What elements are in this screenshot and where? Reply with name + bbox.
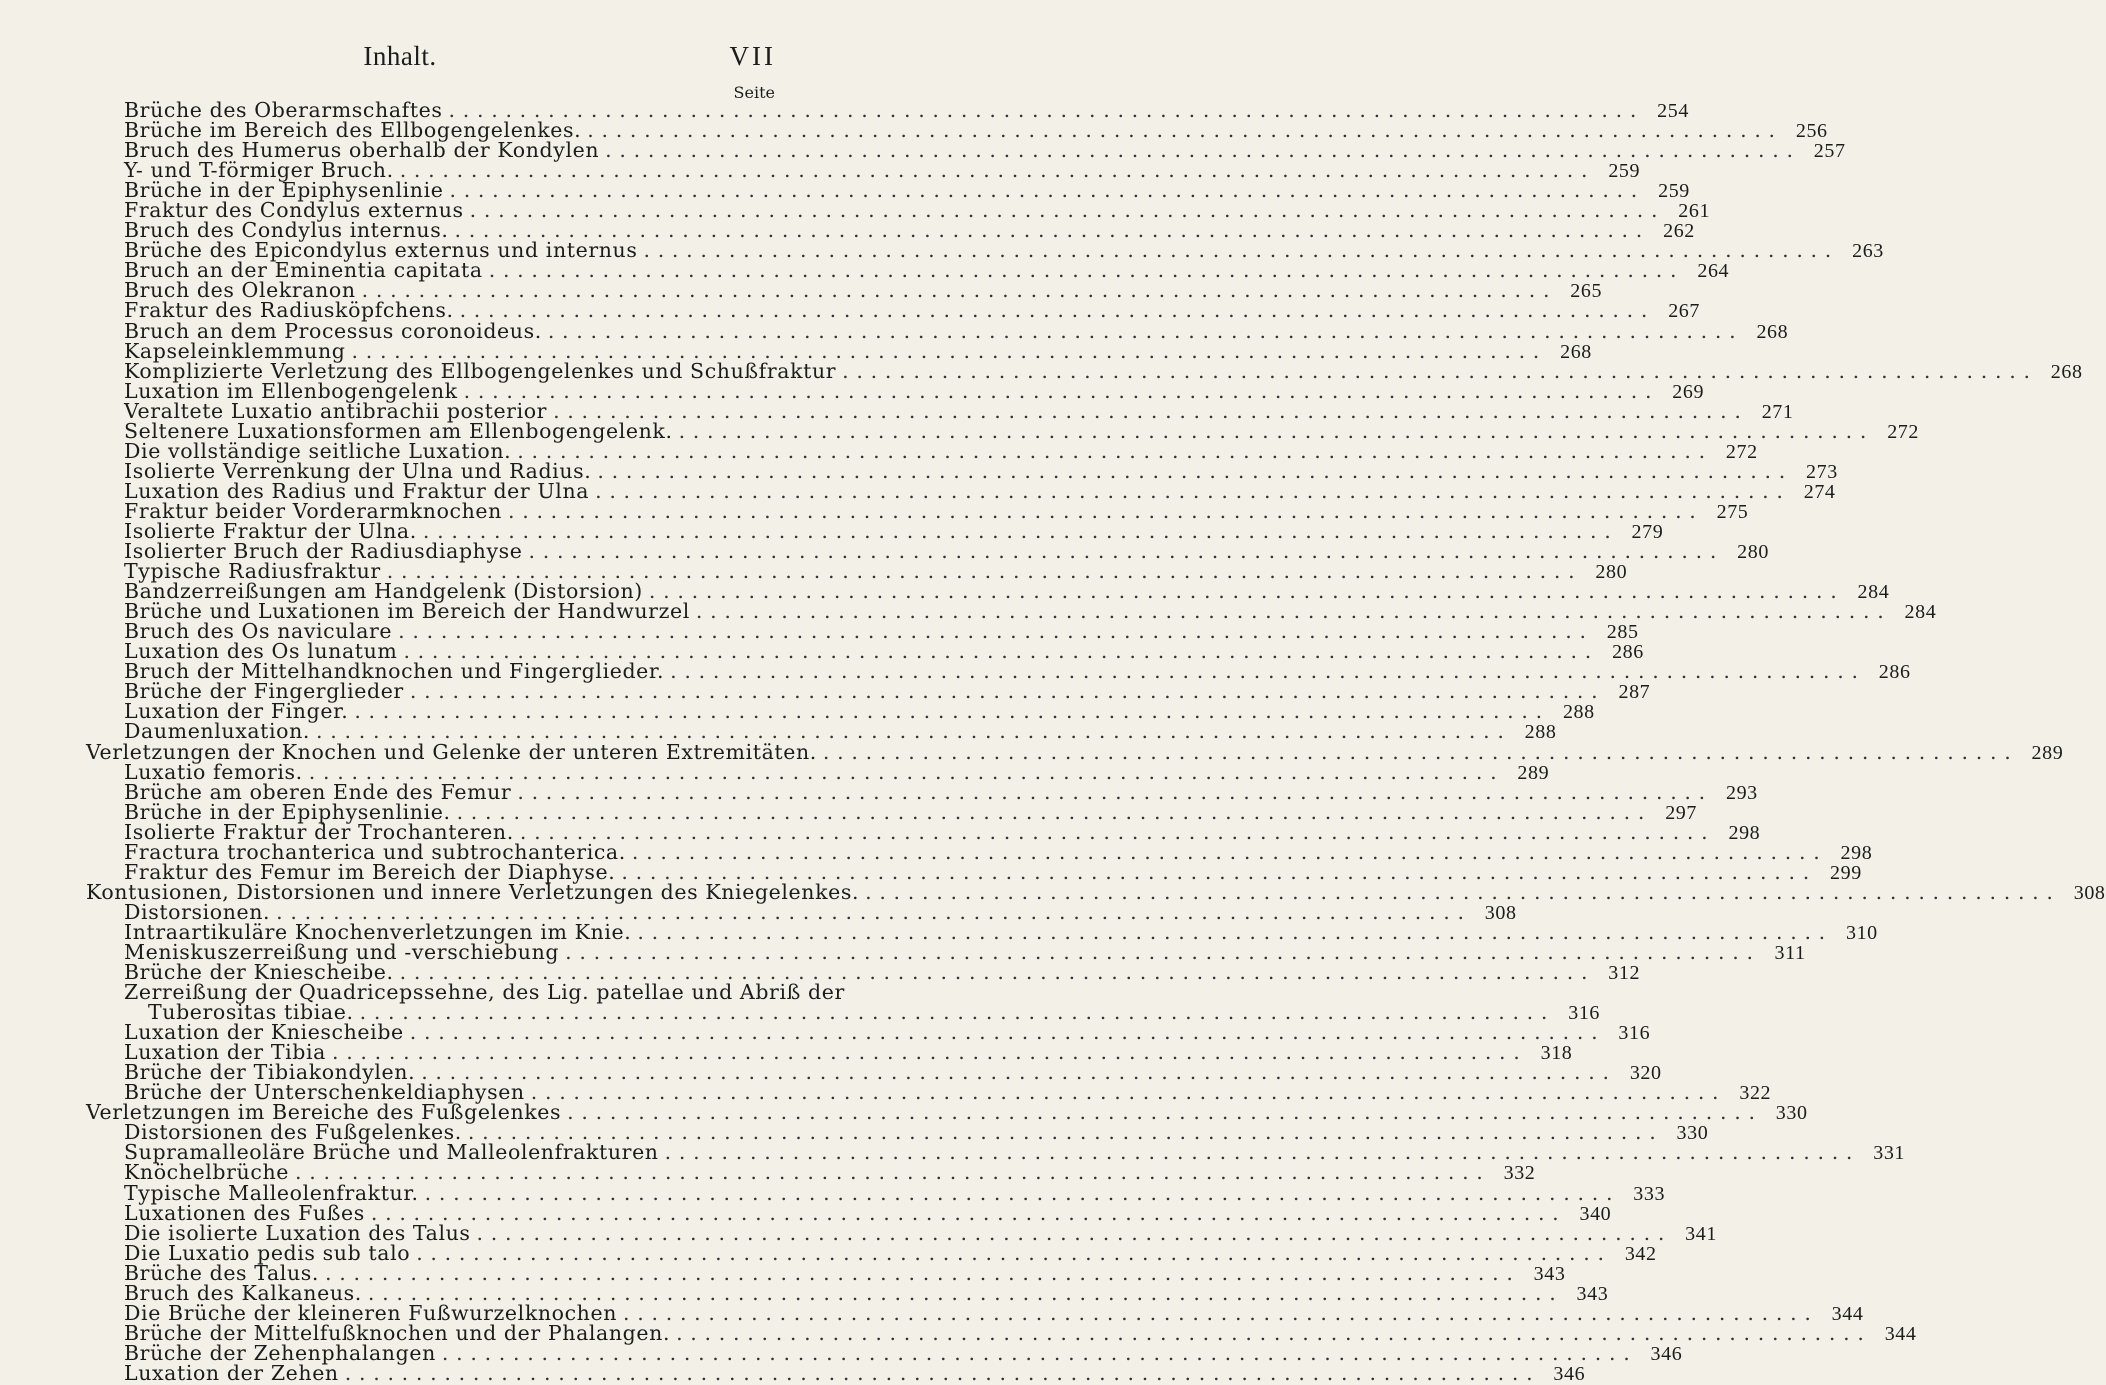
toc-entry	[86, 238, 1884, 263]
toc-entry	[86, 739, 2064, 764]
toc-entry-page: 254	[1657, 100, 1689, 122]
toc-entry-title: Bruch des Humerus oberhalb der Kondylen	[124, 138, 600, 163]
toc-entry-title: Supramalleoläre Brüche und Malleolenfrakturen	[124, 1140, 659, 1165]
toc-entry-title: Brüche des Oberarmschaftes	[124, 98, 443, 122]
dot-leader	[362, 280, 1550, 300]
toc-entry	[86, 458, 1838, 483]
toc-entry-page: 285	[1606, 621, 1639, 644]
toc-entry-title: Luxation des Radius und Fraktur der Ulna	[124, 478, 590, 503]
toc-entry-title: Bruch an der Eminentia capitata	[124, 258, 483, 283]
dot-leader	[517, 782, 1705, 802]
dot-leader	[637, 922, 1825, 942]
toc-entry	[86, 539, 1769, 564]
toc-entry	[86, 919, 1878, 944]
dot-leader	[520, 822, 1708, 842]
toc-entry	[86, 899, 1517, 924]
toc-entry-page: 286	[1612, 641, 1644, 664]
toc-entry	[86, 799, 1698, 824]
toc-entry-page: 312	[1608, 962, 1641, 985]
dot-leader	[368, 1283, 1556, 1303]
dot-leader	[605, 140, 1793, 160]
page-column-label: Seite	[733, 83, 775, 102]
toc-entry-title: Distorsionen des Fußgelenkes.	[124, 1120, 462, 1145]
toc-entry	[86, 759, 1550, 784]
toc-entry	[86, 158, 1641, 183]
toc-entry-page: 261	[1678, 200, 1711, 223]
dot-leader	[460, 300, 1648, 320]
toc-entry-page: 298	[1728, 821, 1761, 844]
toc-entry	[86, 699, 1595, 724]
toc-entry-page: 310	[1845, 921, 1878, 944]
toc-entry-page: 265	[1570, 280, 1603, 303]
dot-leader	[410, 681, 1598, 701]
toc-entry-title: Daumenluxation.	[124, 719, 311, 744]
toc-entry	[86, 378, 1705, 403]
toc-entry	[86, 1300, 1864, 1325]
dot-leader	[421, 1062, 1609, 1082]
toc-entry-page: 332	[1503, 1162, 1536, 1185]
toc-entry	[86, 178, 1690, 203]
dot-leader	[489, 260, 1677, 280]
toc-entry-title: Distorsionen.	[124, 899, 271, 924]
dot-leader	[548, 321, 1736, 341]
toc-entry	[86, 939, 1806, 964]
toc-entry-title: Brüche im Bereich des Ellbogengelenkes.	[124, 118, 582, 143]
toc-entry	[86, 1180, 1666, 1205]
dot-leader	[468, 1122, 1656, 1142]
toc-entry	[86, 138, 1846, 163]
toc-entry-page: 268	[1756, 320, 1789, 343]
dot-leader	[403, 641, 1591, 661]
toc-entry-page: 330	[1676, 1122, 1709, 1145]
toc-entry-page: 268	[2050, 360, 2083, 383]
toc-entry	[86, 719, 1557, 744]
dot-leader	[823, 742, 2011, 762]
toc-entry-title: Intraartikuläre Knochenverletzungen im Knie.	[124, 919, 632, 944]
toc-entry-page: 343	[1533, 1262, 1566, 1285]
toc-entry-page: 320	[1629, 1062, 1662, 1085]
toc-entry-page: 284	[1857, 581, 1890, 604]
dot-leader	[410, 1022, 1598, 1042]
toc-entry-page: 259	[1608, 160, 1641, 183]
dot-leader	[442, 1343, 1630, 1363]
toc-entry-page: 311	[1774, 941, 1806, 964]
toc-entry-title: Bruch des Olekranon	[124, 278, 356, 303]
toc-entry-page: 341	[1685, 1222, 1717, 1245]
toc-entry-title: Die Luxatio pedis sub talo	[124, 1240, 411, 1265]
dot-leader	[649, 581, 1837, 601]
toc-entry-page: 272	[1887, 420, 1919, 443]
toc-entry-title: Fraktur beider Vorderarmknochen	[124, 498, 502, 523]
toc-entry	[86, 1040, 1573, 1065]
dot-leader	[360, 1002, 1548, 1022]
dot-leader	[425, 1183, 1613, 1203]
page-number: VII	[729, 41, 776, 71]
toc-entry-page: 287	[1618, 681, 1651, 704]
dot-leader	[398, 621, 1586, 641]
toc-entry	[86, 1360, 1586, 1385]
toc-entry-title: Typische Malleolenfraktur.	[124, 1180, 419, 1205]
toc-entry-page: 263	[1852, 240, 1884, 263]
toc-entry-page: 346	[1650, 1342, 1683, 1365]
dot-leader	[679, 421, 1867, 441]
toc-entry-title: Brüche der Mittelfußknochen und der Phalangen.	[124, 1320, 671, 1345]
toc-entry-page: 272	[1725, 440, 1758, 463]
dot-leader	[676, 1323, 1864, 1343]
toc-entry-page: 271	[1761, 400, 1794, 423]
toc-entry	[86, 1140, 1906, 1165]
toc-entry-page: 343	[1576, 1282, 1609, 1305]
toc-entry	[86, 1240, 1657, 1265]
toc-entry-page: 297	[1665, 801, 1698, 824]
toc-entry-title: Seltenere Luxationsformen am Ellenbogengelenk.	[124, 418, 673, 443]
toc-entry-title: Bruch des Os naviculare	[124, 619, 393, 644]
toc-entry-page: 344	[1831, 1302, 1864, 1325]
dot-leader	[531, 1082, 1719, 1102]
toc-entry-title: Veraltete Luxatio antibrachii posterior	[124, 398, 548, 423]
toc-entry-title: Luxation der Kniescheibe	[124, 1020, 404, 1045]
toc-entry-page: 299	[1830, 861, 1862, 884]
toc-entry	[86, 318, 1789, 343]
toc-entry	[86, 1160, 1536, 1185]
toc-entry-title: Bruch der Mittelhandknochen und Fingerglieder.	[124, 659, 665, 684]
toc-entry	[86, 1280, 1609, 1305]
toc-entry	[86, 438, 1758, 463]
toc-entry	[86, 478, 1836, 503]
dot-leader	[416, 1243, 1604, 1263]
toc-entry-title: Bruch an dem Processus coronoideus.	[124, 318, 542, 343]
toc-entry	[86, 839, 1873, 864]
toc-entry-title: Verletzungen im Bereiche des Fußgelenkes	[86, 1100, 562, 1125]
dot-leader	[449, 180, 1637, 200]
toc-entry-page: 284	[1904, 601, 1937, 624]
dot-leader	[351, 341, 1539, 361]
dot-leader	[865, 882, 2053, 902]
toc-entry	[86, 639, 1644, 664]
toc-entry	[86, 98, 1689, 122]
toc-entry-title: Brüche am oberen Ende des Femur	[124, 779, 512, 804]
toc-entry-page: 259	[1658, 180, 1690, 203]
toc-entry-page: 262	[1663, 220, 1695, 243]
toc-entry-page: 269	[1672, 380, 1705, 403]
dot-leader	[665, 1142, 1853, 1162]
toc-entry-title: Bruch des Condylus internus.	[124, 218, 449, 243]
toc-entry	[86, 1340, 1683, 1365]
toc-entry	[86, 1060, 1662, 1085]
toc-entry-title: Brüche der Zehenphalangen	[124, 1340, 436, 1365]
toc-entry-title: Luxationen des Fußes	[124, 1200, 365, 1225]
toc-entry	[86, 1320, 1917, 1345]
toc-entry-title: Typische Radiusfraktur	[124, 559, 381, 584]
toc-entry-title: Bandzerreißungen am Handgelenk (Distorsion)	[124, 579, 643, 604]
toc-entry-page: 330	[1775, 1102, 1808, 1125]
toc-entry-page: 333	[1633, 1182, 1666, 1205]
toc-entry	[86, 1000, 1601, 1025]
toc-entry-page: 268	[1560, 340, 1592, 363]
page-title: Inhalt.	[363, 41, 437, 71]
toc-entry-title: Isolierter Bruch der Radiusdiaphyse	[124, 539, 523, 564]
toc-entry	[86, 579, 1890, 604]
toc-entry	[86, 980, 845, 1005]
toc-entry	[86, 498, 1749, 523]
dot-leader	[454, 220, 1642, 240]
dot-leader	[295, 1162, 1483, 1182]
toc-entry-title: Zerreißung der Quadricepssehne, des Lig. patellae und Abriß der	[124, 980, 845, 1005]
toc-entry-title: Fraktur des Condylus externus	[124, 198, 464, 223]
toc-entry-page: 264	[1697, 260, 1730, 283]
toc-entry	[86, 218, 1695, 243]
toc-entry-page: 280	[1737, 541, 1769, 564]
toc-entry-title: Brüche des Talus.	[124, 1260, 319, 1285]
toc-entry-title: Die isolierte Luxation des Talus	[124, 1220, 471, 1245]
dot-leader	[643, 240, 1831, 260]
toc-entry	[86, 960, 1641, 985]
toc-entry-title: Brüche der Kniescheibe.	[124, 960, 394, 985]
dot-leader	[423, 521, 1611, 541]
toc-entry-page: 289	[1517, 761, 1550, 784]
toc-entry-page: 298	[1840, 841, 1873, 864]
toc-entry-page: 256	[1795, 120, 1828, 143]
toc-entry-page: 346	[1553, 1362, 1586, 1385]
dot-leader	[587, 120, 1775, 140]
toc-entry	[86, 118, 1828, 143]
toc-entry	[86, 418, 1919, 443]
toc-entry-title: Tuberositas tibiae.	[148, 1000, 354, 1025]
toc-entry-title: Fractura trochanterica und subtrochanterica.	[124, 839, 626, 864]
toc-entry	[86, 1020, 1651, 1045]
toc-entry-title: Luxatio femoris.	[124, 759, 303, 784]
table-of-contents	[86, 98, 2106, 1385]
toc-entry-page: 342	[1624, 1242, 1657, 1265]
toc-entry-title: Brüche der Unterschenkeldiaphysen	[124, 1080, 525, 1105]
toc-entry-title: Luxation der Zehen	[124, 1360, 339, 1385]
toc-entry	[86, 559, 1628, 584]
toc-entry-page: 257	[1813, 140, 1846, 163]
dot-leader	[332, 1042, 1520, 1062]
toc-entry-title: Verletzungen der Knochen und Gelenke der unteren Extremitäten.	[86, 739, 817, 764]
toc-entry-page: 274	[1803, 480, 1836, 503]
toc-entry	[86, 679, 1651, 704]
dot-leader	[276, 902, 1464, 922]
toc-entry-page: 331	[1873, 1142, 1906, 1165]
toc-entry-title: Brüche des Epicondylus externus und internus	[124, 238, 638, 263]
toc-entry-title: Luxation der Tibia	[124, 1040, 326, 1065]
dot-leader	[477, 1223, 1665, 1243]
toc-entry-title: Bruch des Kalkaneus.	[124, 1280, 362, 1305]
toc-entry	[86, 338, 1592, 363]
toc-entry-page: 308	[2073, 881, 2106, 904]
toc-entry-page: 267	[1668, 300, 1701, 323]
toc-entry	[86, 879, 2106, 904]
toc-entry-page: 288	[1562, 701, 1595, 724]
toc-entry-page: 289	[2031, 741, 2064, 764]
dot-leader	[670, 661, 1858, 681]
toc-entry-title: Brüche der Fingerglieder	[124, 679, 404, 704]
dot-leader	[354, 701, 1542, 721]
toc-entry	[86, 1120, 1709, 1145]
dot-leader	[325, 1263, 1513, 1283]
dot-leader	[553, 401, 1741, 421]
dot-leader	[517, 441, 1705, 461]
dot-leader	[449, 100, 1637, 120]
dot-leader	[508, 501, 1696, 521]
toc-entry-page: 273	[1806, 460, 1838, 483]
toc-entry-title: Luxation im Ellenbogengelenk	[124, 378, 458, 403]
dot-leader	[597, 461, 1785, 481]
toc-entry-title: Luxation des Os lunatum	[124, 639, 398, 664]
dot-leader	[387, 561, 1575, 581]
toc-entry-page: 275	[1716, 500, 1749, 523]
toc-entry-page: 344	[1884, 1322, 1917, 1345]
toc-entry	[86, 859, 1862, 884]
toc-entry-title: Brüche und Luxationen im Bereich der Handwurzel	[124, 599, 690, 624]
toc-entry	[86, 198, 1711, 223]
toc-entry-title: Luxation der Finger.	[124, 699, 349, 724]
toc-entry-page: 318	[1540, 1042, 1573, 1065]
toc-entry-title: Die vollständige seitliche Luxation.	[124, 438, 512, 463]
toc-entry	[86, 1080, 1772, 1105]
toc-entry	[86, 298, 1701, 323]
toc-entry-title: Meniskuszerreißung und -verschiebung	[124, 939, 560, 964]
dot-leader	[529, 541, 1717, 561]
toc-entry	[86, 819, 1761, 844]
toc-entry	[86, 1220, 1717, 1245]
toc-entry-page: 340	[1579, 1202, 1612, 1225]
toc-entry	[86, 659, 1911, 684]
toc-entry-title: Kapseleinklemmung	[124, 338, 346, 363]
toc-entry-page: 322	[1739, 1082, 1772, 1105]
toc-entry-page: 279	[1631, 520, 1664, 543]
toc-entry	[86, 779, 1758, 804]
dot-leader	[621, 862, 1809, 882]
dot-leader	[400, 160, 1588, 180]
toc-entry-title: Fraktur des Femur im Bereich der Diaphyse.	[124, 859, 616, 884]
toc-entry-title: Y- und T-förmiger Bruch.	[124, 158, 394, 183]
toc-entry	[86, 1200, 1612, 1225]
toc-entry	[86, 358, 2083, 383]
toc-entry-page: 280	[1595, 561, 1628, 584]
toc-entry	[86, 258, 1730, 283]
dot-leader	[371, 1203, 1559, 1223]
toc-entry	[86, 518, 1664, 543]
toc-entry	[86, 619, 1639, 644]
toc-entry-page: 288	[1524, 721, 1557, 744]
dot-leader	[623, 1303, 1811, 1323]
toc-entry	[86, 1260, 1566, 1285]
toc-entry-title: Knöchelbrüche	[124, 1160, 289, 1185]
toc-entry-page: 293	[1725, 781, 1758, 804]
toc-entry-title: Isolierte Fraktur der Ulna.	[124, 518, 417, 543]
dot-leader	[309, 762, 1497, 782]
dot-leader	[632, 842, 1820, 862]
toc-entry	[86, 1100, 1808, 1125]
toc-entry-title: Die Brüche der kleineren Fußwurzelknochen	[124, 1300, 618, 1325]
toc-entry-page: 286	[1878, 661, 1911, 684]
toc-entry-page: 316	[1568, 1002, 1601, 1025]
toc-entry-title: Kontusionen, Distorsionen und innere Verletzungen des Kniegelenkes.	[86, 879, 860, 904]
toc-entry-title: Isolierte Fraktur der Trochanteren.	[124, 819, 514, 844]
toc-entry	[86, 398, 1794, 423]
toc-entry	[86, 599, 1937, 624]
toc-entry-title: Komplizierte Verletzung des Ellbogengelenkes und Schußfraktur	[124, 358, 837, 383]
toc-entry	[86, 278, 1603, 303]
toc-entry-title: Brüche in der Epiphysenlinie	[124, 178, 444, 203]
dot-leader	[565, 942, 1753, 962]
dot-leader	[457, 802, 1645, 822]
toc-entry-title: Brüche der Tibiakondylen.	[124, 1060, 416, 1085]
toc-entry-title: Brüche in der Epiphysenlinie.	[124, 799, 451, 824]
dot-leader	[464, 381, 1652, 401]
dot-leader	[567, 1102, 1755, 1122]
dot-leader	[842, 361, 2030, 381]
dot-leader	[696, 601, 1884, 621]
dot-leader	[470, 200, 1658, 220]
dot-leader	[316, 721, 1504, 741]
toc-entry-page: 308	[1484, 901, 1517, 924]
toc-entry-title: Fraktur des Radiusköpfchens.	[124, 298, 454, 323]
dot-leader	[595, 481, 1783, 501]
dot-leader	[345, 1363, 1533, 1383]
toc-entry-page: 316	[1618, 1022, 1651, 1045]
toc-entry-title: Isolierte Verrenkung der Ulna und Radius.	[124, 458, 592, 483]
dot-leader	[400, 962, 1588, 982]
